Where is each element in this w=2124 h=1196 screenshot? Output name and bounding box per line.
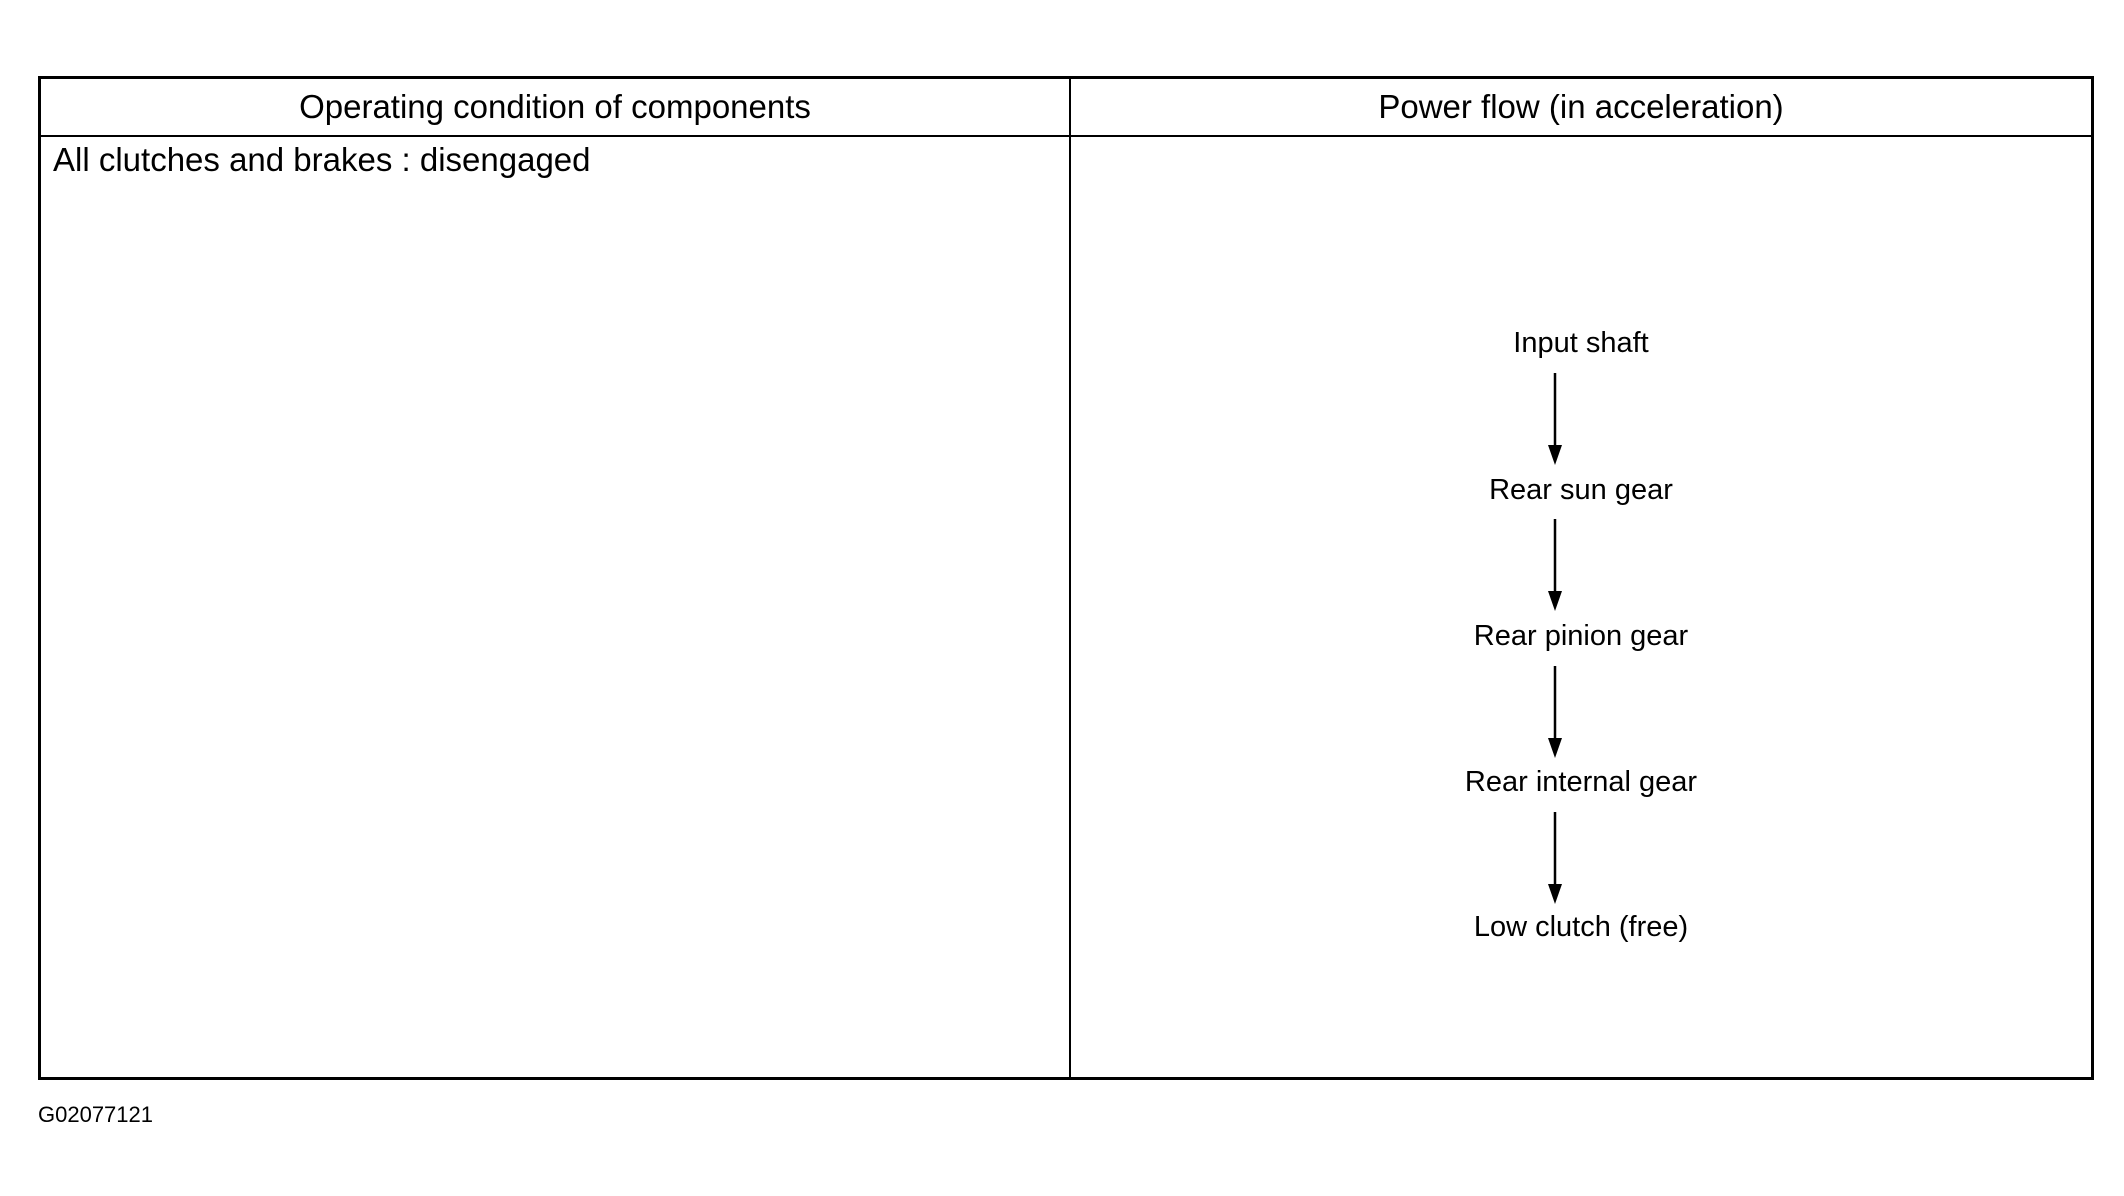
header-power-flow: Power flow (in acceleration)	[1378, 88, 1784, 125]
flow-arrow-down-icon	[1548, 373, 1562, 465]
flow-node-rear-internal-gear: Rear internal gear	[1464, 766, 1698, 798]
flow-node-rear-sun-gear: Rear sun gear	[1489, 474, 1673, 506]
flow-node-low-clutch: Low clutch (free)	[1473, 911, 1689, 943]
power-flow-diagram	[1071, 137, 2091, 1077]
flow-node-rear-pinion-gear: Rear pinion gear	[1473, 620, 1689, 652]
flow-arrow-down-icon	[1548, 812, 1562, 904]
condition-text: All clutches and brakes : disengaged	[53, 141, 591, 178]
operation-table	[38, 76, 2094, 1080]
flow-arrow-down-icon	[1548, 519, 1562, 611]
header-operating-condition: Operating condition of components	[299, 88, 811, 125]
figure-code: G02077121	[38, 1102, 153, 1127]
flow-arrow-down-icon	[1548, 666, 1562, 758]
flow-node-input-shaft: Input shaft	[1513, 327, 1649, 359]
